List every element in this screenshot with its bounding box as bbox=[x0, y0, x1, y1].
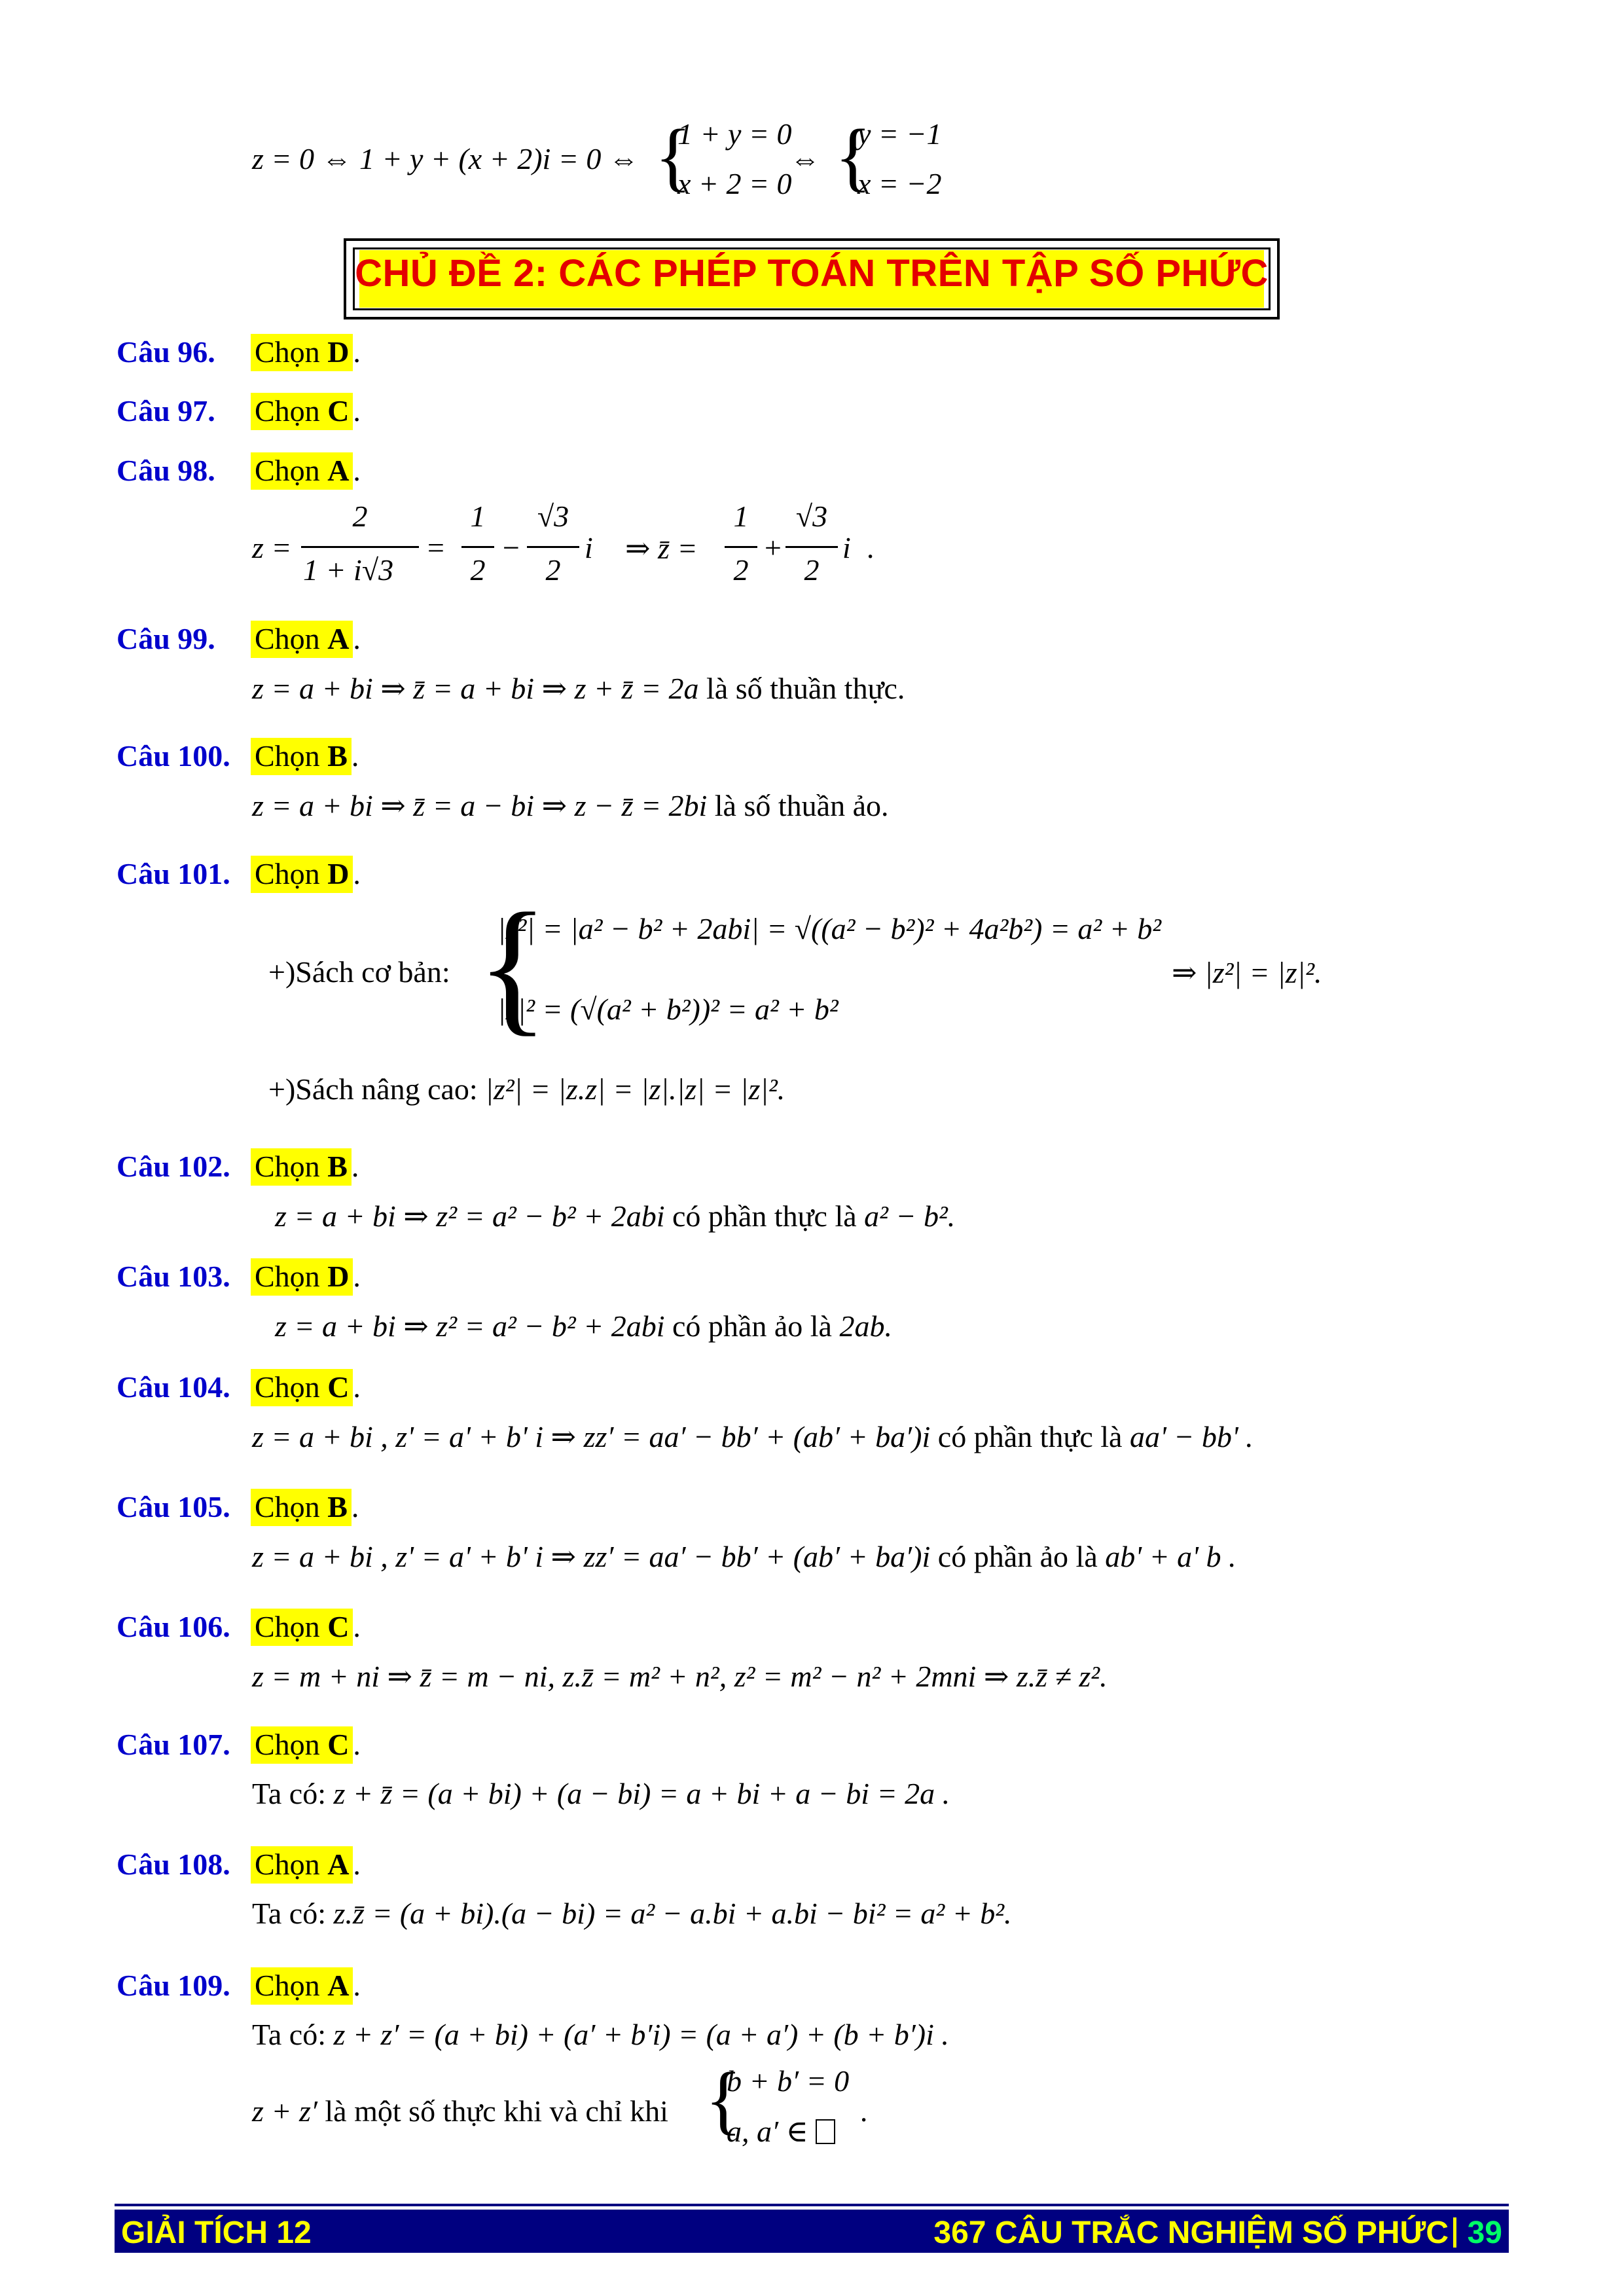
question-label: Câu 109. bbox=[117, 1969, 230, 2002]
q108-line: Ta có: z.z̄ = (a + bi).(a − bi) = a² − a.bi + a.bi − bi² = a² + b². bbox=[252, 1897, 1012, 1930]
question-label: Câu 107. bbox=[117, 1728, 230, 1761]
question-label: Câu 104. bbox=[117, 1370, 230, 1404]
q100-line: z = a + bi ⇒ z̄ = a − bi ⇒ z − z̄ = 2bi là số thuần ảo. bbox=[252, 789, 889, 822]
q98-dot: . bbox=[867, 531, 875, 564]
answer-choice: Chọn A . bbox=[251, 1847, 361, 1882]
section-title-box bbox=[344, 238, 1280, 319]
q104-line: z = a + bi , z' = a' + b' i ⇒ zz′ = aa′ − bb′ + (ab′ + ba′)i có phần thực là aa' − bb' . bbox=[252, 1420, 1254, 1453]
q106-line: z = m + ni ⇒ z̄ = m − ni, z.z̄ = m² + n², z² = m² − n² + 2mni ⇒ z.z̄ ≠ z². bbox=[252, 1660, 1108, 1693]
brace-1: { bbox=[655, 113, 692, 199]
q107-line: Ta có: z + z̄ = (a + bi) + (a − bi) = a + bi + a − bi = 2a . bbox=[252, 1777, 950, 1810]
q101-advanced-line: +)Sách nâng cao: |z²| = |z.z| = |z|.|z| = |z|². bbox=[268, 1072, 785, 1106]
answer-choice: Chọn B . bbox=[251, 1149, 359, 1184]
footer-bar bbox=[115, 2210, 1509, 2253]
answer-choice: Chọn A . bbox=[251, 453, 361, 488]
question-label: Câu 103. bbox=[117, 1260, 230, 1293]
q101-block: +)Sách cơ bản: { |z²| = |a² − b² + 2abi| = √((a² − b²)² + 4a²b²) = a² + b² |z|² = (√(a² + b²))² = a² + b² ⇒ |z²| = |z|². bbox=[268, 882, 1322, 1049]
answer-choice: Chọn C . bbox=[251, 1727, 361, 1762]
question-label: Câu 96. bbox=[117, 335, 215, 369]
header-arrow: ⇔ bbox=[790, 142, 820, 175]
question-label: Câu 99. bbox=[117, 622, 215, 655]
q98-equation: z = 2 1 + i√3 = 1 2 − √3 2 i ⇒ z̄ = 1 2 + √3 2 i bbox=[252, 500, 851, 587]
answer-choice: Chọn C . bbox=[251, 393, 361, 428]
sys2-row2: x = −2 bbox=[857, 167, 942, 200]
sys1-row1: 1 + y = 0 bbox=[677, 117, 792, 151]
question-label: Câu 105. bbox=[117, 1490, 230, 1523]
footer-subject: GIẢI TÍCH 12 bbox=[121, 2215, 312, 2250]
footer-separator bbox=[1453, 2217, 1456, 2248]
q102-line: z = a + bi ⇒ z² = a² − b² + 2abi có phần thực là a² − b². bbox=[275, 1199, 956, 1233]
q99-line: z = a + bi ⇒ z̄ = a + bi ⇒ z + z̄ = 2a là số thuần thực. bbox=[252, 672, 905, 705]
section-title: CHỦ ĐỀ 2: CÁC PHÉP TOÁN TRÊN TẬP SỐ PHỨC bbox=[355, 252, 1269, 295]
sys1-row2: x + 2 = 0 bbox=[677, 167, 792, 200]
footer-book-title: 367 CÂU TRẮC NGHIỆM SỐ PHỨC bbox=[933, 2215, 1449, 2250]
answer-choice: Chọn C . bbox=[251, 1370, 361, 1404]
brace-q109: { bbox=[705, 2056, 742, 2142]
answer-choice: Chọn A . bbox=[251, 1968, 361, 2003]
brace-2: { bbox=[835, 113, 872, 199]
q109-line: Ta có: z + z′ = (a + bi) + (a′ + b′i) = (a + a′) + (b + b′)i . bbox=[252, 2018, 949, 2051]
q109-condition: z + z′ là một số thực khi và chỉ khi { b + b′ = 0 a, a′ ∈ . bbox=[252, 2056, 869, 2148]
q103-line: z = a + bi ⇒ z² = a² − b² + 2abi có phần ảo là 2ab. bbox=[275, 1309, 892, 1343]
answer-choice: Chọn B . bbox=[251, 1489, 359, 1524]
answer-choice: Chọn A . bbox=[251, 621, 361, 656]
brace-q101: { bbox=[477, 882, 549, 1049]
answer-choice: Chọn D . bbox=[251, 335, 361, 369]
footer-rule bbox=[115, 2204, 1509, 2206]
answer-choice: Chọn D . bbox=[251, 1259, 361, 1294]
question-label: Câu 106. bbox=[117, 1610, 230, 1643]
answer-choice: Chọn B . bbox=[251, 738, 359, 773]
question-label: Câu 102. bbox=[117, 1150, 230, 1183]
page-number: 39 bbox=[1467, 2215, 1502, 2250]
question-label: Câu 98. bbox=[117, 454, 215, 487]
real-set-icon bbox=[816, 2119, 835, 2144]
question-label: Câu 108. bbox=[117, 1848, 230, 1881]
question-label: Câu 100. bbox=[117, 739, 230, 773]
question-label: Câu 97. bbox=[117, 394, 215, 428]
answer-choice: Chọn D . bbox=[251, 856, 361, 891]
header-eq-left: z = 0 ⇔ 1 + y + (x + 2)i = 0 ⇔ bbox=[252, 142, 639, 175]
q105-line: z = a + bi , z' = a' + b' i ⇒ zz′ = aa′ − bb′ + (ab′ + ba′)i có phần ảo là ab' + a' b . bbox=[252, 1540, 1236, 1573]
sys2-row1: y = −1 bbox=[857, 117, 942, 151]
answer-choice: Chọn C . bbox=[251, 1609, 361, 1644]
question-label: Câu 101. bbox=[117, 857, 230, 890]
